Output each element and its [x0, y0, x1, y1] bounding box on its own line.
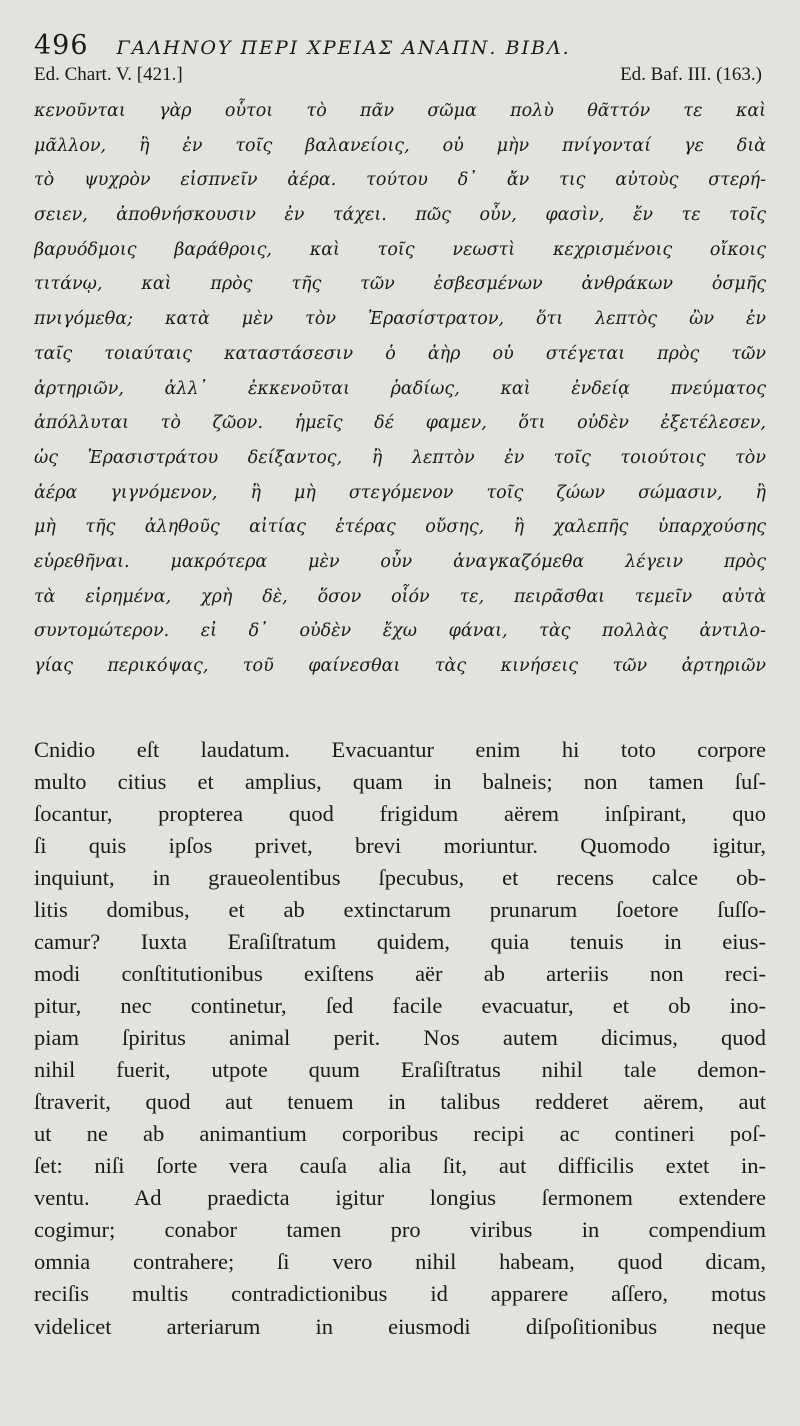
greek-line: κενοῦνται γὰρ οὗτοι τὸ πᾶν σῶμα πολὺ θᾶττόν τε καὶ [34, 101, 766, 121]
latin-line: litis domibus, et ab extinctarum prunarum ſoetore ſuſſo- [34, 896, 766, 922]
greek-line: μᾶλλον, ἢ ἐν τοῖς βαλανείοις, οὐ μὴν πνίγονταί γε διὰ [34, 135, 766, 156]
greek-line: γίας περικόψας, τοῦ φαίνεσθαι τὰς κινήσεις τῶν ἀρτηριῶν [34, 656, 766, 676]
greek-line: βαρυόδμοις βαράθροις, καὶ τοῖς νεωστὶ κεχρισμένοις οἴκοις [34, 239, 766, 260]
latin-line: pitur, nec continetur, ſed facile evacuatur, et ob ino- [34, 993, 766, 1019]
page-number: 496 [34, 30, 89, 61]
latin-line: piam ſpiritus animal perit. Nos autem dicimus, quod [34, 1025, 766, 1051]
latin-line: omnia contrahere; ſi vero nihil habeam, quod dicam, [34, 1249, 766, 1275]
edition-references [34, 64, 766, 90]
running-title: ΓΑΛΗΝΟΥ ΠΕΡΙ ΧΡΕΙΑΣ ΑΝΑΠΝ. ΒΙΒΛ. [116, 37, 571, 59]
greek-text [34, 94, 766, 684]
latin-line: ſocantur, propterea quod frigidum aërem inſpirant, quo [34, 800, 766, 826]
latin-line: modi conſtitutionibus exiſtens aër ab arteriis non reci- [34, 961, 766, 987]
latin-line: videlicet arteriarum in eiusmodi diſpoſitionibus neque [34, 1313, 766, 1339]
latin-line: ſtraverit, quod aut tenuem in talibus redderet aërem, aut [34, 1089, 766, 1115]
latin-line: Cnidio eſt laudatum. Evacuantur enim hi toto corpore [34, 736, 766, 762]
latin-line: nihil fuerit, utpote quum Eraſiſtratus nihil tale demon- [34, 1057, 766, 1083]
latin-line: cogimur; conabor tamen pro viribus in compendium [34, 1217, 766, 1243]
latin-line: ventu. Ad praedicta igitur longius ſermonem extendere [34, 1185, 766, 1211]
latin-line: ut ne ab animantium corporibus recipi ac contineri poſ- [34, 1121, 766, 1147]
latin-line: ſet: niſi ſorte vera cauſa alia ſit, aut difficilis extet in- [34, 1153, 766, 1179]
edition-right: Ed. Baf. III. (163.) [620, 64, 762, 85]
edition-left: Ed. Chart. V. [421.] [34, 64, 183, 85]
greek-line: ταῖς τοιαύταις καταστάσεσιν ὁ ἀὴρ οὐ στέγεται πρὸς τῶν [34, 343, 766, 364]
latin-line: inquiunt, in graueolentibus ſpecubus, et recens calce ob- [34, 864, 766, 890]
greek-line: συντομώτερον. εἰ δ᾽ οὐδὲν ἔχω φάναι, τὰς πολλὰς ἀντιλο- [34, 621, 766, 642]
greek-line: ἀέρα γιγνόμενον, ἢ μὴ στεγόμενον τοῖς ζώων σώμασιν, ἢ [34, 482, 766, 503]
greek-line: μὴ τῆς ἀληθοῦς αἰτίας ἑτέρας οὔσης, ἢ χαλεπῆς ὑπαρχούσης [34, 517, 766, 538]
section-gap [34, 684, 766, 734]
greek-line: τὰ εἰρημένα, χρὴ δὲ, ὅσον οἷόν τε, πειρᾶσθαι τεμεῖν αὐτὰ [34, 586, 766, 607]
greek-line: πνιγόμεθα; κατὰ μὲν τὸν Ἐρασίστρατον, ὅτι λεπτὸς ὢν ἐν [34, 309, 766, 330]
latin-line: ſi quis ipſos privet, brevi moriuntur. Quomodo igitur, [34, 832, 766, 858]
greek-line: ἀπόλλυται τὸ ζῶον. ἡμεῖς δέ φαμεν, ὅτι οὐδὲν ἐξετέλεσεν, [34, 413, 766, 434]
latin-line: multo citius et amplius, quam in balneis; non tamen ſuſ- [34, 768, 766, 794]
latin-line: reciſis multis contradictionibus id apparere aſſero, motus [34, 1281, 766, 1307]
greek-line: ἀρτηριῶν, ἀλλ᾽ ἐκκενοῦται ῥαδίως, καὶ ἐνδείᾳ πνεύματος [34, 378, 766, 399]
greek-line: ὡς Ἐρασιστράτου δείξαντος, ἢ λεπτὸν ἐν τοῖς τοιούτοις τὸν [34, 447, 766, 468]
greek-line: σειεν, ἀποθνήσκουσιν ἐν τάχει. πῶς οὖν, φασὶν, ἔν τε τοῖς [34, 205, 766, 226]
running-head [34, 30, 766, 60]
latin-text [34, 734, 766, 1343]
latin-line: camur? Iuxta Eraſiſtratum quidem, quia tenuis in eius- [34, 928, 766, 954]
greek-line: τιτάνῳ, καὶ πρὸς τῆς τῶν ἐσβεσμένων ἀνθράκων ὀσμῆς [34, 274, 766, 295]
greek-line: εὑρεθῆναι. μακρότερα μὲν οὖν ἀναγκαζόμεθα λέγειν πρὸς [34, 551, 766, 572]
greek-line: τὸ ψυχρὸν εἰσπνεῖν ἀέρα. τούτου δ᾽ ἄν τις αὐτοὺς στερή- [34, 170, 766, 191]
